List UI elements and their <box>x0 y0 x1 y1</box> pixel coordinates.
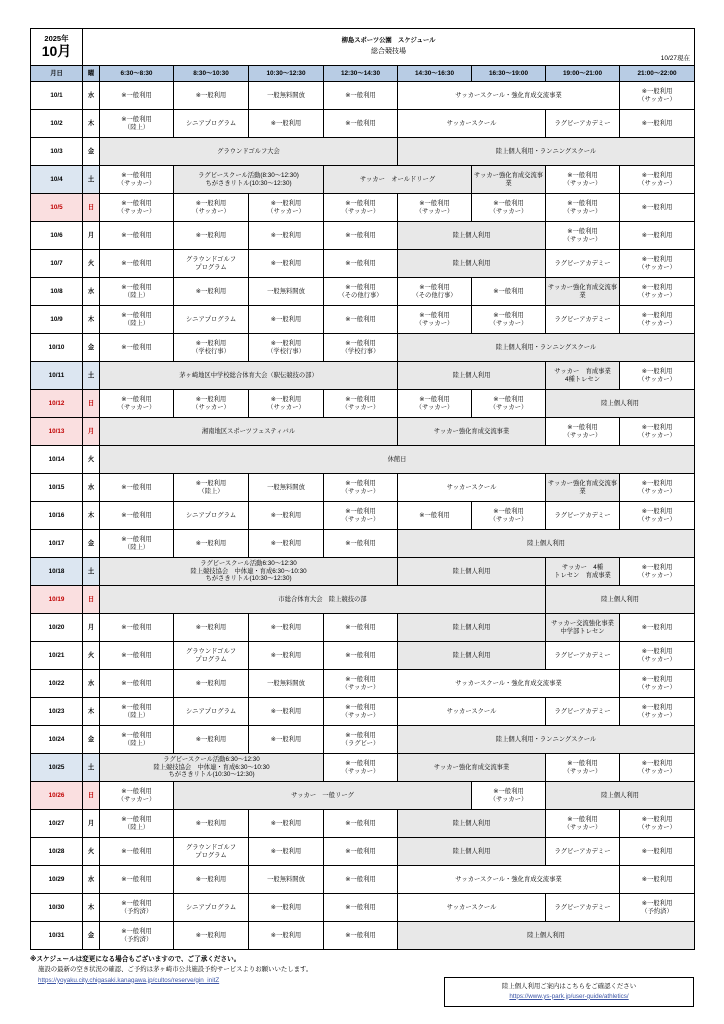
schedule-cell: ※一般利用 <box>100 614 174 642</box>
schedule-cell: ※一般利用 <box>324 222 398 250</box>
schedule-cell: ※一般利用 （サッカー） <box>620 418 695 446</box>
row-dow: 木 <box>83 306 100 334</box>
table-row <box>31 642 695 670</box>
schedule-cell: ※一般利用 （サッカー） <box>324 194 398 222</box>
schedule-cell: ※一般利用 （サッカー） <box>620 754 695 782</box>
table-row <box>31 726 695 754</box>
reservation-link[interactable]: https://yoyaku.city.chigasaki.kanagawa.jp/cultos/reserve/gin_initZ <box>38 976 220 984</box>
schedule-cell: サッカー強化育成交流事業 <box>546 474 620 502</box>
schedule-cell: 一般無料開放 <box>249 278 324 306</box>
table-row <box>31 614 695 642</box>
column-header-1: 曜 <box>83 66 100 82</box>
header-month: 10月 <box>41 42 72 59</box>
schedule-cell: ※一般利用 （サッカー） <box>620 642 695 670</box>
schedule-cell: ラグビーアカデミー <box>546 894 620 922</box>
schedule-cell: ※一般利用 <box>249 502 324 530</box>
table-row <box>31 922 695 950</box>
schedule-cell: ※一般利用 <box>249 306 324 334</box>
footer-note-2: 施設の最新の空き状況の確認、ご予約は茅ヶ崎市公共施設予約サービスよりお願いいたします。 <box>38 965 313 973</box>
schedule-cell: 一般無料開放 <box>249 82 324 110</box>
schedule-cell: シニアプログラム <box>174 306 249 334</box>
schedule-cell: ※一般利用 <box>249 726 324 754</box>
schedule-cell: ※一般利用 <box>324 642 398 670</box>
athletics-info-title: 陸上個人利用ご案内はこちらをご確認ください <box>501 982 637 990</box>
row-date: 10/12 <box>31 390 83 418</box>
schedule-cell: ※一般利用 <box>174 614 249 642</box>
schedule-cell: ラグビーアカデミー <box>546 838 620 866</box>
table-row <box>31 334 695 362</box>
schedule-cell: サッカー強化育成交流事業 <box>398 754 546 782</box>
schedule-cell: ※一般利用 <box>174 670 249 698</box>
schedule-cell: ※一般利用 （サッカー） <box>546 810 620 838</box>
footer-note-1: ※スケジュールは変更になる場合もございますので、ご了承ください。 <box>30 956 241 963</box>
schedule-cell: ※一般利用 <box>174 530 249 558</box>
schedule-cell: 陸上個人利用 <box>546 390 695 418</box>
schedule-cell: 陸上個人利用 <box>398 614 546 642</box>
column-header-3: 8:30～10:30 <box>174 66 249 82</box>
schedule-cell: ※一般利用 （サッカー） <box>324 474 398 502</box>
row-dow: 火 <box>83 446 100 474</box>
schedule-cell: ※一般利用 <box>174 922 249 950</box>
row-dow: 水 <box>83 474 100 502</box>
row-date: 10/7 <box>31 250 83 278</box>
schedule-cell: シニアプログラム <box>174 110 249 138</box>
schedule-cell: グラウンドゴルフ大会 <box>100 138 398 166</box>
schedule-cell: サッカー交流強化事業 中学部トレセン <box>546 614 620 642</box>
row-dow: 日 <box>83 782 100 810</box>
row-date: 10/16 <box>31 502 83 530</box>
schedule-cell: ※一般利用 <box>100 502 174 530</box>
schedule-cell: ※一般利用 （サッカー） <box>620 698 695 726</box>
schedule-cell: 陸上個人利用 <box>398 362 546 390</box>
header-title-cell <box>83 29 695 66</box>
schedule-cell: ※一般利用 <box>324 614 398 642</box>
schedule-cell: ※一般利用 <box>472 278 546 306</box>
table-row <box>31 222 695 250</box>
schedule-cell: ※一般利用 <box>100 250 174 278</box>
schedule-cell: ※一般利用 （予約済） <box>620 894 695 922</box>
row-date: 10/23 <box>31 698 83 726</box>
column-header-6: 14:30～16:30 <box>398 66 472 82</box>
row-dow: 月 <box>83 418 100 446</box>
column-header-row <box>31 66 695 82</box>
table-row <box>31 838 695 866</box>
row-date: 10/10 <box>31 334 83 362</box>
schedule-cell: ※一般利用 <box>174 866 249 894</box>
schedule-cell: サッカースクール・強化育成交流事業 <box>398 866 620 894</box>
row-date: 10/6 <box>31 222 83 250</box>
athletics-guide-link[interactable]: https://www.ys-park.jp/user-guide/athletics/ <box>509 992 629 1000</box>
schedule-cell: ※一般利用 <box>249 250 324 278</box>
schedule-cell: ラグビースクール活動6:30～12:30 陸上競技協会 中体連・育成6:30～10:30 ちがさきリトル(10:30～12:30) <box>100 558 398 586</box>
schedule-cell: グラウンドゴルフ プログラム <box>174 838 249 866</box>
schedule-cell: ※一般利用 （サッカー） <box>546 418 620 446</box>
row-date: 10/30 <box>31 894 83 922</box>
row-date: 10/19 <box>31 586 83 614</box>
table-row <box>31 110 695 138</box>
row-date: 10/28 <box>31 838 83 866</box>
row-date: 10/29 <box>31 866 83 894</box>
row-dow: 水 <box>83 278 100 306</box>
schedule-cell: ※一般利用 <box>100 474 174 502</box>
schedule-cell: ※一般利用 （その他行事） <box>324 278 398 306</box>
row-date: 10/17 <box>31 530 83 558</box>
table-row <box>31 782 695 810</box>
schedule-cell: ※一般利用 <box>174 278 249 306</box>
schedule-cell: シニアプログラム <box>174 502 249 530</box>
column-header-7: 16:30～19:00 <box>472 66 546 82</box>
row-dow: 火 <box>83 642 100 670</box>
schedule-cell: ※一般利用 <box>249 530 324 558</box>
schedule-cell: サッカー オールドリーグ <box>324 166 472 194</box>
schedule-cell: ※一般利用 （サッカー） <box>620 166 695 194</box>
table-row <box>31 698 695 726</box>
schedule-cell: ※一般利用 （予約済） <box>100 894 174 922</box>
schedule-cell: 茅ヶ崎地区中学校総合体育大会（駅伝競技の部） <box>100 362 398 390</box>
row-dow: 水 <box>83 82 100 110</box>
schedule-cell: ※一般利用 （ラグビー） <box>324 726 398 754</box>
row-dow: 金 <box>83 530 100 558</box>
table-row <box>31 390 695 418</box>
row-dow: 土 <box>83 362 100 390</box>
schedule-table <box>30 28 695 950</box>
row-dow: 木 <box>83 502 100 530</box>
schedule-cell: ※一般利用 <box>324 82 398 110</box>
row-date: 10/11 <box>31 362 83 390</box>
schedule-cell: ※一般利用 （学校行事） <box>174 334 249 362</box>
schedule-cell: ※一般利用 <box>249 838 324 866</box>
schedule-cell: ※一般利用 （陸上） <box>174 474 249 502</box>
schedule-cell: ※一般利用 <box>249 642 324 670</box>
schedule-cell: ※一般利用 <box>324 810 398 838</box>
schedule-cell: 陸上個人利用 <box>398 838 546 866</box>
athletics-info-box <box>444 977 694 1008</box>
schedule-cell: ※一般利用 （サッカー） <box>398 390 472 418</box>
row-dow: 金 <box>83 138 100 166</box>
column-header-4: 10:30～12:30 <box>249 66 324 82</box>
table-row <box>31 530 695 558</box>
table-row <box>31 362 695 390</box>
row-date: 10/9 <box>31 306 83 334</box>
schedule-cell: ※一般利用 （陸上） <box>100 278 174 306</box>
schedule-cell: ※一般利用 <box>174 726 249 754</box>
schedule-cell: ※一般利用 （サッカー） <box>472 306 546 334</box>
schedule-cell: ※一般利用 <box>174 810 249 838</box>
schedule-cell: 陸上個人利用 <box>546 782 695 810</box>
schedule-cell: ラグビーアカデミー <box>546 110 620 138</box>
schedule-cell: サッカースクール <box>398 110 546 138</box>
schedule-cell: 市総合体育大会 陸上競技の部 <box>100 586 546 614</box>
schedule-cell: ※一般利用 <box>324 894 398 922</box>
schedule-cell: 一般無料開放 <box>249 670 324 698</box>
row-date: 10/4 <box>31 166 83 194</box>
schedule-cell: ※一般利用 （サッカー） <box>620 250 695 278</box>
schedule-cell: ※一般利用 （予約済） <box>100 922 174 950</box>
schedule-cell: ※一般利用 <box>100 82 174 110</box>
schedule-cell: ※一般利用 <box>324 250 398 278</box>
row-dow: 金 <box>83 334 100 362</box>
row-dow: 金 <box>83 726 100 754</box>
schedule-cell: ※一般利用 （サッカー） <box>546 222 620 250</box>
row-date: 10/22 <box>31 670 83 698</box>
schedule-cell: ※一般利用 <box>249 698 324 726</box>
schedule-cell: ※一般利用 （陸上） <box>100 306 174 334</box>
table-row <box>31 194 695 222</box>
row-date: 10/2 <box>31 110 83 138</box>
row-date: 10/24 <box>31 726 83 754</box>
table-row <box>31 894 695 922</box>
schedule-cell: ※一般利用 <box>100 670 174 698</box>
schedule-cell: ※一般利用 （陸上） <box>100 110 174 138</box>
schedule-cell: ※一般利用 （サッカー） <box>324 754 398 782</box>
row-dow: 火 <box>83 838 100 866</box>
as-of-label: 10/27現在 <box>660 54 691 62</box>
schedule-cell: サッカースクール・強化育成交流事業 <box>398 670 620 698</box>
table-row <box>31 446 695 474</box>
schedule-cell: ※一般利用 <box>174 82 249 110</box>
schedule-cell: ※一般利用 （サッカー） <box>472 390 546 418</box>
schedule-cell: 陸上個人利用 <box>398 810 546 838</box>
row-dow: 火 <box>83 250 100 278</box>
table-row <box>31 558 695 586</box>
row-date: 10/18 <box>31 558 83 586</box>
row-dow: 日 <box>83 194 100 222</box>
row-date: 10/21 <box>31 642 83 670</box>
schedule-cell: 陸上個人利用 <box>398 530 695 558</box>
row-dow: 月 <box>83 222 100 250</box>
schedule-cell: ※一般利用 （陸上） <box>100 810 174 838</box>
schedule-cell: ※一般利用 （サッカー） <box>620 474 695 502</box>
row-date: 10/14 <box>31 446 83 474</box>
schedule-cell: ※一般利用 （サッカー） <box>398 306 472 334</box>
schedule-cell: ※一般利用 <box>620 614 695 642</box>
schedule-cell: グラウンドゴルフ プログラム <box>174 250 249 278</box>
header-year: 2025年 <box>44 33 69 43</box>
schedule-cell: ラグビーアカデミー <box>546 642 620 670</box>
schedule-cell: 陸上個人利用 <box>398 558 546 586</box>
schedule-cell: ※一般利用 <box>100 838 174 866</box>
schedule-cell: サッカー強化育成交流事業 <box>546 278 620 306</box>
schedule-cell: 陸上個人利用 <box>398 222 546 250</box>
row-date: 10/1 <box>31 82 83 110</box>
table-row <box>31 82 695 110</box>
schedule-cell: ※一般利用 （サッカー） <box>620 82 695 110</box>
schedule-cell: ※一般利用 <box>324 922 398 950</box>
schedule-cell: サッカー強化育成交流事業 <box>472 166 546 194</box>
schedule-cell: ※一般利用 <box>324 306 398 334</box>
row-dow: 日 <box>83 390 100 418</box>
schedule-cell: ※一般利用 （サッカー） <box>174 390 249 418</box>
schedule-cell: サッカー 4種 トレセン 育成事業 <box>546 558 620 586</box>
table-row <box>31 138 695 166</box>
row-date: 10/5 <box>31 194 83 222</box>
schedule-cell: ※一般利用 <box>620 222 695 250</box>
schedule-cell: サッカースクール <box>398 698 546 726</box>
schedule-cell: サッカー 育成事業 4種トレセン <box>546 362 620 390</box>
row-dow: 日 <box>83 586 100 614</box>
row-date: 10/15 <box>31 474 83 502</box>
schedule-cell: ※一般利用 <box>100 866 174 894</box>
schedule-cell: ※一般利用 <box>249 222 324 250</box>
footer <box>30 955 694 1007</box>
schedule-cell: グラウンドゴルフ プログラム <box>174 642 249 670</box>
schedule-cell: 一般無料開放 <box>249 866 324 894</box>
schedule-cell: ※一般利用 （サッカー） <box>546 194 620 222</box>
schedule-cell: ※一般利用 （サッカー） <box>174 194 249 222</box>
schedule-cell: ※一般利用 <box>100 642 174 670</box>
table-row <box>31 810 695 838</box>
schedule-cell: ラグビーアカデミー <box>546 250 620 278</box>
schedule-cell: ※一般利用 （サッカー） <box>100 390 174 418</box>
schedule-cell: ※一般利用 （サッカー） <box>249 194 324 222</box>
table-row <box>31 754 695 782</box>
column-header-9: 21:00～22:00 <box>620 66 695 82</box>
schedule-cell: ※一般利用 <box>174 222 249 250</box>
schedule-cell: ※一般利用 <box>398 502 472 530</box>
row-dow: 木 <box>83 110 100 138</box>
row-dow: 月 <box>83 810 100 838</box>
schedule-cell: ※一般利用 （サッカー） <box>100 166 174 194</box>
table-row <box>31 250 695 278</box>
schedule-cell: 陸上個人利用 <box>398 250 546 278</box>
schedule-cell: 陸上個人利用 <box>398 922 695 950</box>
column-header-8: 19:00～21:00 <box>546 66 620 82</box>
row-dow: 水 <box>83 670 100 698</box>
schedule-cell: ※一般利用 （サッカー） <box>620 810 695 838</box>
schedule-cell: ※一般利用 <box>324 110 398 138</box>
column-header-2: 6:30～8:30 <box>100 66 174 82</box>
schedule-cell: 陸上個人利用・ランニングスクール <box>398 334 695 362</box>
row-dow: 木 <box>83 698 100 726</box>
schedule-cell: 休館日 <box>100 446 695 474</box>
schedule-cell: ※一般利用 （サッカー） <box>620 278 695 306</box>
schedule-cell: ※一般利用 （サッカー） <box>546 166 620 194</box>
schedule-cell: ※一般利用 （サッカー） <box>324 502 398 530</box>
schedule-cell: ラグビースクール活動6:30～12:30 陸上競技協会 中体連・育成6:30～10:30 ちがさきリトル(10:30～12:30) <box>100 754 324 782</box>
schedule-cell: ※一般利用 （サッカー） <box>620 306 695 334</box>
schedule-cell: ※一般利用 <box>324 530 398 558</box>
schedule-cell: ※一般利用 （サッカー） <box>398 194 472 222</box>
schedule-cell: サッカースクール・強化育成交流事業 <box>398 82 620 110</box>
row-dow: 土 <box>83 166 100 194</box>
schedule-cell: 湘南地区スポーツフェスティバル <box>100 418 398 446</box>
table-row <box>31 418 695 446</box>
table-row <box>31 670 695 698</box>
row-dow: 木 <box>83 894 100 922</box>
schedule-cell: ※一般利用 （サッカー） <box>100 782 174 810</box>
table-row <box>31 278 695 306</box>
schedule-cell: ※一般利用 （サッカー） <box>620 670 695 698</box>
schedule-cell: ※一般利用 <box>249 922 324 950</box>
schedule-cell: 陸上個人利用・ランニングスクール <box>398 726 695 754</box>
schedule-cell: ※一般利用 （サッカー） <box>324 670 398 698</box>
schedule-cell: ※一般利用 （サッカー） <box>324 698 398 726</box>
schedule-cell: ※一般利用 <box>620 194 695 222</box>
schedule-cell: ※一般利用 <box>324 866 398 894</box>
header-row <box>31 29 695 66</box>
row-date: 10/13 <box>31 418 83 446</box>
schedule-cell: ※一般利用 <box>249 110 324 138</box>
row-dow: 土 <box>83 558 100 586</box>
page-title: 柳島スポーツ公園 スケジュール <box>341 37 436 45</box>
schedule-cell: 一般無料開放 <box>249 474 324 502</box>
schedule-cell: ラグビーアカデミー <box>546 306 620 334</box>
table-row <box>31 166 695 194</box>
schedule-cell: ※一般利用 <box>100 334 174 362</box>
column-header-5: 12:30～14:30 <box>324 66 398 82</box>
schedule-cell: サッカースクール <box>398 474 546 502</box>
schedule-cell: ※一般利用 <box>620 838 695 866</box>
schedule-cell: ※一般利用 <box>620 110 695 138</box>
schedule-cell: ※一般利用 （学校行事） <box>324 334 398 362</box>
row-dow: 水 <box>83 866 100 894</box>
schedule-cell: ※一般利用 （サッカー） <box>472 502 546 530</box>
schedule-cell: ※一般利用 （サッカー） <box>324 390 398 418</box>
schedule-cell: シニアプログラム <box>174 894 249 922</box>
schedule-cell: ※一般利用 <box>249 810 324 838</box>
schedule-cell: ※一般利用 （その他行事） <box>398 278 472 306</box>
row-dow: 月 <box>83 614 100 642</box>
table-row <box>31 502 695 530</box>
schedule-cell: ラグビーアカデミー <box>546 698 620 726</box>
schedule-cell: ※一般利用 （サッカー） <box>472 782 546 810</box>
row-date: 10/20 <box>31 614 83 642</box>
row-date: 10/25 <box>31 754 83 782</box>
schedule-cell: ※一般利用 （学校行事） <box>249 334 324 362</box>
venue-name: 総合競技場 <box>371 48 407 56</box>
schedule-cell: ※一般利用 （サッカー） <box>620 362 695 390</box>
header-month-cell <box>31 29 83 66</box>
row-date: 10/26 <box>31 782 83 810</box>
table-row <box>31 474 695 502</box>
schedule-cell: 陸上個人利用 <box>398 642 546 670</box>
row-dow: 金 <box>83 922 100 950</box>
row-date: 10/31 <box>31 922 83 950</box>
table-row <box>31 306 695 334</box>
schedule-cell: ※一般利用 （陸上） <box>100 726 174 754</box>
schedule-cell: ※一般利用 （サッカー） <box>620 502 695 530</box>
schedule-cell: ラグビーアカデミー <box>546 502 620 530</box>
schedule-cell: ラグビースクール活動(8:30～12:30) ちがさきリトル(10:30～12:30) <box>174 166 324 194</box>
row-dow: 土 <box>83 754 100 782</box>
table-row <box>31 866 695 894</box>
column-header-0: 月日 <box>31 66 83 82</box>
schedule-cell: ※一般利用 <box>324 838 398 866</box>
schedule-cell: ※一般利用 （サッカー） <box>472 194 546 222</box>
table-row <box>31 586 695 614</box>
schedule-cell: 陸上個人利用 <box>546 586 695 614</box>
schedule-cell: ※一般利用 （サッカー） <box>620 558 695 586</box>
schedule-cell: ※一般利用 <box>249 614 324 642</box>
row-date: 10/3 <box>31 138 83 166</box>
schedule-cell: ※一般利用 <box>100 222 174 250</box>
schedule-cell: サッカースクール <box>398 894 546 922</box>
schedule-cell: サッカー 一般リーグ <box>174 782 472 810</box>
schedule-cell: 陸上個人利用・ランニングスクール <box>398 138 695 166</box>
schedule-cell: ※一般利用 <box>249 894 324 922</box>
schedule-cell: シニアプログラム <box>174 698 249 726</box>
row-date: 10/8 <box>31 278 83 306</box>
schedule-cell: ※一般利用 （サッカー） <box>546 754 620 782</box>
schedule-cell: ※一般利用 （陸上） <box>100 530 174 558</box>
schedule-cell: ※一般利用 <box>620 866 695 894</box>
schedule-cell: ※一般利用 （陸上） <box>100 698 174 726</box>
schedule-cell: サッカー強化育成交流事業 <box>398 418 546 446</box>
row-date: 10/27 <box>31 810 83 838</box>
schedule-cell: ※一般利用 （サッカー） <box>100 194 174 222</box>
schedule-cell: ※一般利用 （サッカー） <box>249 390 324 418</box>
